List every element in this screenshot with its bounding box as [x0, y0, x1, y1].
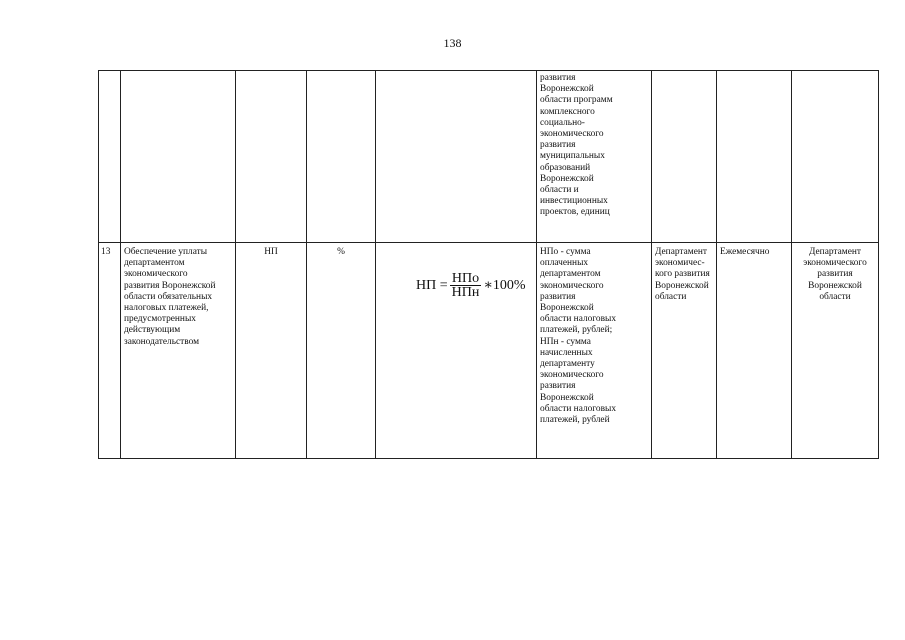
formula-numerator: НПо — [451, 271, 480, 286]
cell-description — [537, 71, 652, 243]
cell-source — [652, 71, 717, 243]
text-line: Департамент — [809, 247, 861, 257]
text-line: оплаченных — [540, 258, 589, 269]
text-line: комплексного — [540, 106, 595, 117]
text-line: развития — [540, 140, 576, 151]
text-line: НПн - сумма — [540, 336, 591, 347]
text-line: департаменту — [540, 359, 595, 370]
cell-unit — [307, 71, 376, 243]
cell-description — [537, 243, 652, 459]
text-line: экономического — [124, 269, 188, 280]
text-line: развития Воронежской — [124, 280, 216, 291]
text-line: области и — [540, 185, 579, 196]
text-line: области — [655, 291, 687, 302]
text-line: экономического — [803, 258, 867, 269]
cell-frequency — [717, 71, 792, 243]
text-line: платежей, рублей — [540, 415, 610, 426]
cell-indicator-name — [121, 71, 236, 243]
text-line: области налоговых — [540, 403, 617, 414]
text-line: Воронежской — [655, 280, 709, 291]
text-line: Воронежской — [808, 280, 862, 291]
cell-source — [652, 243, 717, 459]
text-line: образований — [540, 162, 591, 173]
text-line: инвестиционных — [540, 196, 608, 207]
cell-number — [99, 71, 121, 243]
text-line: платежей, рублей; — [540, 325, 613, 336]
text-line: начисленных — [540, 347, 593, 358]
text-line: области программ — [540, 95, 613, 106]
cell-frequency: Ежемесячно — [717, 243, 792, 459]
text-line: Департамент — [655, 247, 707, 257]
cell-responsible — [792, 243, 879, 459]
cell-abbreviation — [236, 71, 307, 243]
text-line: области обязательных — [124, 291, 213, 302]
text-line: кого развития — [655, 269, 710, 280]
text-line: экономического — [540, 280, 604, 291]
page-number: 138 — [443, 36, 462, 50]
text-line: налоговых платежей, — [124, 303, 209, 314]
table-row-continuation — [99, 71, 879, 243]
cell-formula — [376, 243, 537, 459]
text-line: Обеспечение уплаты — [124, 247, 208, 257]
text-line: Воронежской — [540, 392, 594, 403]
indicators-table — [98, 70, 879, 459]
text-line: муниципальных — [540, 151, 605, 162]
text-line: законодательством — [124, 336, 200, 347]
cell-formula — [376, 71, 537, 243]
text-line: действующим — [124, 325, 181, 336]
formula-lhs: НП = — [416, 278, 448, 294]
text-line: экономичес- — [655, 258, 705, 269]
text-line: области — [819, 291, 851, 302]
text-line: Воронежской — [540, 84, 594, 95]
text-line: социально- — [540, 117, 585, 128]
text-line: проектов, единиц — [540, 207, 610, 218]
text-line: развития — [540, 381, 576, 392]
text-line: области налоговых — [540, 314, 617, 325]
cell-responsible — [792, 71, 879, 243]
text-line: департаментом — [540, 269, 601, 280]
text-line: развития — [540, 73, 576, 83]
formula-denominator: НПн — [451, 285, 480, 301]
text-line: экономического — [540, 129, 604, 140]
formula — [416, 271, 526, 301]
table-row-13 — [99, 243, 879, 459]
text-line: развития — [540, 291, 576, 302]
text-line: предусмотренных — [124, 314, 196, 325]
text-line: департаментом — [124, 258, 185, 269]
cell-unit: % — [307, 243, 376, 459]
formula-fraction — [450, 271, 482, 301]
text-line: НПо - сумма — [540, 247, 591, 257]
text-line: Воронежской — [540, 173, 594, 184]
formula-multiplier: ∗100% — [483, 278, 526, 294]
cell-abbreviation: НП — [236, 243, 307, 459]
text-line: развития — [817, 269, 853, 280]
cell-number: 13 — [99, 243, 121, 459]
text-line: Воронежской — [540, 303, 594, 314]
text-line: экономического — [540, 370, 604, 381]
cell-indicator-name — [121, 243, 236, 459]
